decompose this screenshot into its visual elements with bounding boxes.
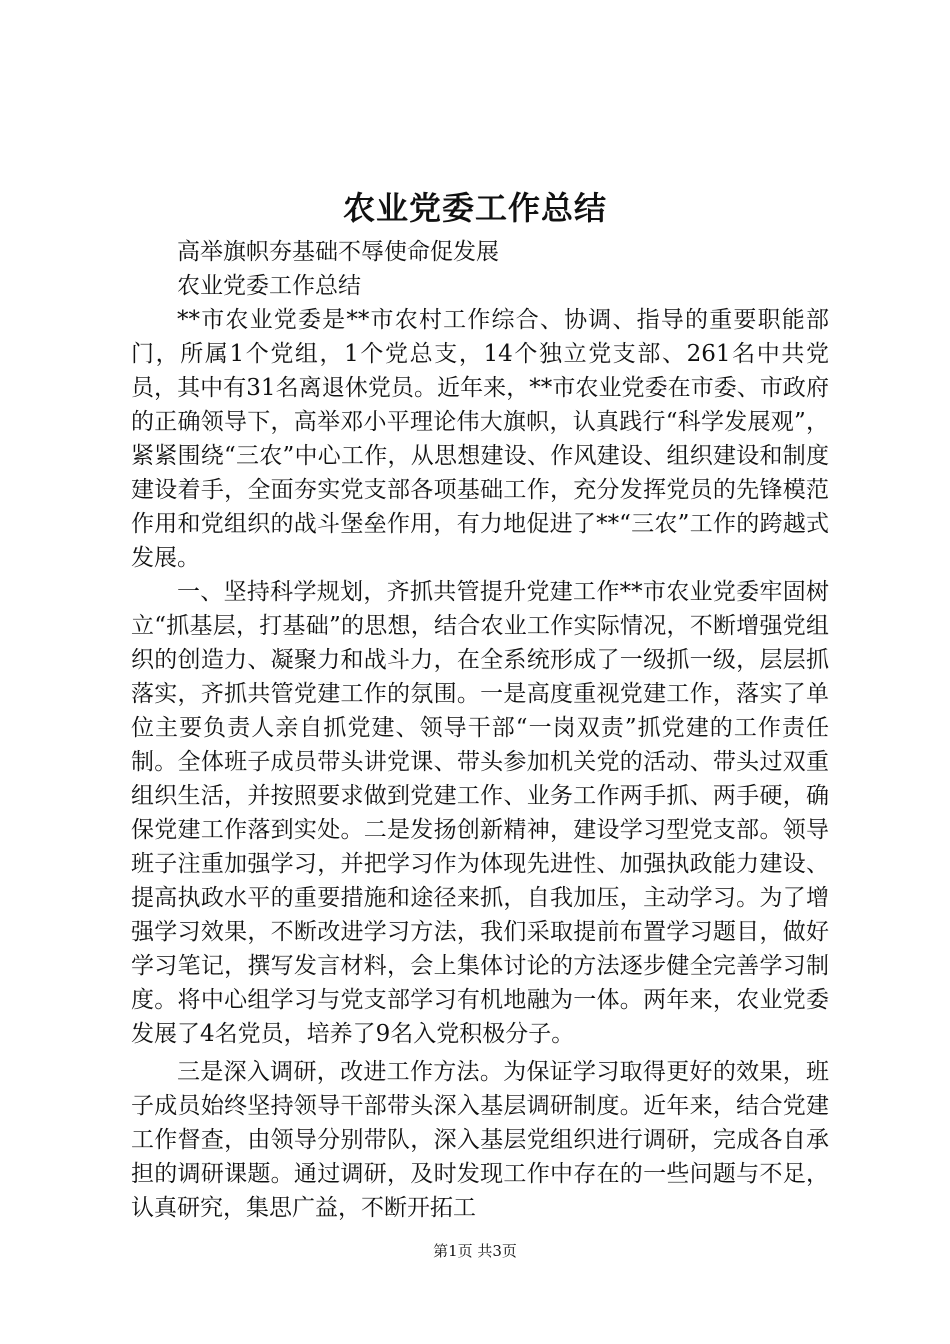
section-heading-line: 农业党委工作总结 (177, 273, 361, 299)
document-body (131, 235, 829, 1225)
section-three-paragraph: 三是深入调研，改进工作方法。为保证学习取得更好的效果，班子成员始终坚持领导干部带头深入基层调研制度。近年来，结合党建工作督查，由领导分别带队，深入基层党组织进行调研，完成各自承担的调研课题。通过调研，及时发现工作中存在的一些问题与不足，认真研究，集思广益，不断开拓工 (131, 1059, 829, 1221)
intro-paragraph: **市农业党委是**市农村工作综合、协调、指导的重要职能部门，所属1个党组，1个党总支，14个独立党支部、261名中共党员，其中有31名离退休党员。近年来，**市农业党委在市委、市政府的正确领导下，高举邓小平理论伟大旗帜，认真践行“科学发展观”，紧紧围绕“三农”中心工作，从思想建设、作风建设、组织建设和制度建设着手，全面夯实党支部各项基础工作，充分发挥党员的先锋模范作用和党组织的战斗堡垒作用，有力地促进了**“三农”工作的跨越式发展。 (131, 307, 829, 571)
subtitle-line: 高举旗帜夯基础不辱使命促发展 (177, 239, 499, 265)
section-one-paragraph: 一、坚持科学规划，齐抓共管提升党建工作**市农业党委牢固树立“抓基层，打基础”的思想，结合农业工作实际情况，不断增强党组织的创造力、凝聚力和战斗力，在全系统形成了一级抓一级，层层抓落实，齐抓共管党建工作的氛围。一是高度重视党建工作，落实了单位主要负责人亲自抓党建、领导干部“一岗双责”抓党建的工作责任制。全体班子成员带头讲党课、带头参加机关党的活动、带头过双重组织生活，并按照要求做到党建工作、业务工作两手抓、两手硬，确保党建工作落到实处。二是发扬创新精神，建设学习型党支部。领导班子注重加强学习，并把学习作为体现先进性、加强执政能力建设、提高执政水平的重要措施和途径来抓，自我加压，主动学习。为了增强学习效果，不断改进学习方法，我们采取提前布置学习题目，做好学习笔记，撰写发言材料，会上集体讨论的方法逐步健全完善学习制度。将中心组学习与党支部学习有机地融为一体。两年来，农业党委发展了4名党员，培养了9名入党积极分子。 (131, 579, 829, 1047)
page-number-footer: 第1页 共3页 (433, 1242, 517, 1260)
document-title: 农业党委工作总结 (342, 189, 607, 227)
